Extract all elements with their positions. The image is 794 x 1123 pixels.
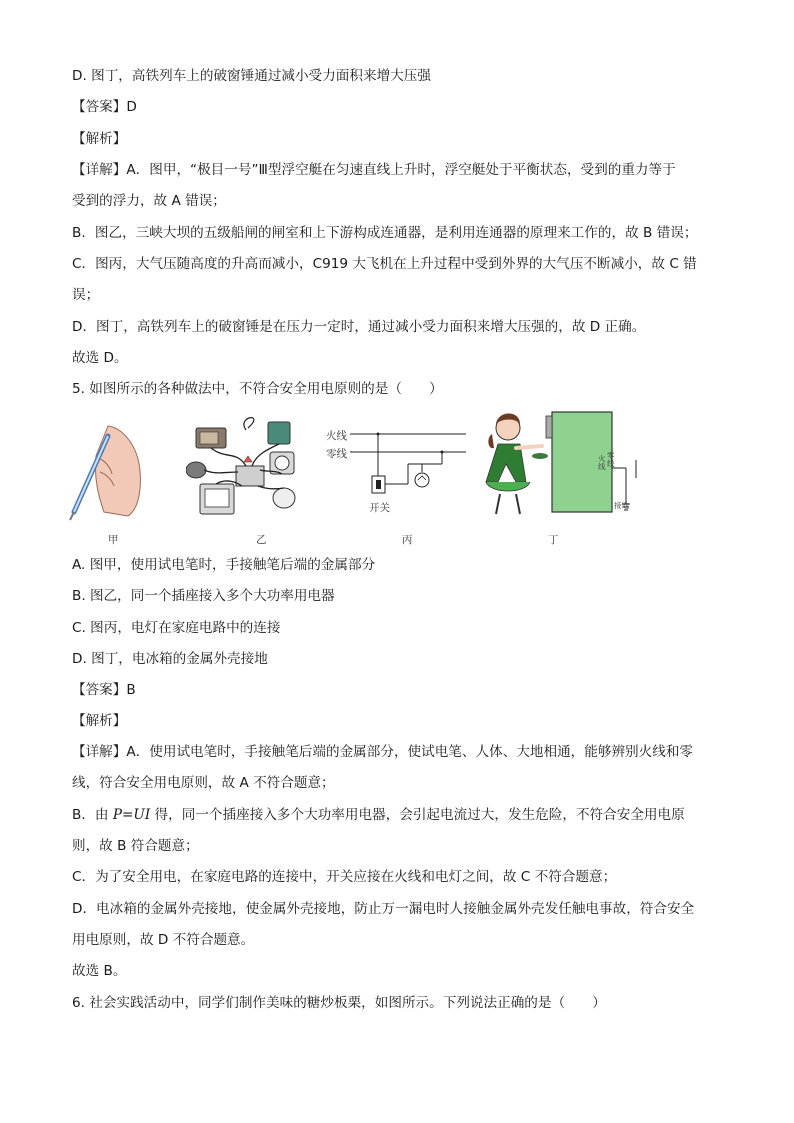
question-5-detail-d-line2: 用电原则，故 D 不符合题意。 — [72, 932, 255, 948]
question-5-detail-b-line2: 则，故 B 符合题意； — [72, 838, 199, 854]
question-5-detail-b-line1 — [72, 805, 734, 825]
detail-c-line2-prev: 误； — [72, 287, 100, 303]
test-pen-figure — [68, 416, 148, 526]
question-5-stem: 5. 如图所示的各种做法中，不符合安全用电原则的是（ ） — [72, 381, 443, 397]
option-d-prev: D. 图丁，高铁列车上的破窗锤通过减小受力面积来增大压强 — [72, 68, 431, 84]
detail-c-line1-prev: C．图丙，大气压随高度的升高而减小，C919 大飞机在上升过程中受到外界的大气压不断减小，故 C 错 — [72, 256, 697, 272]
caption-bing: 丙 — [402, 534, 413, 546]
answer-prev: 【答案】D — [72, 99, 137, 115]
question-5-choose: 故选 B。 — [72, 963, 127, 979]
detail-a-line2-prev: 受到的浮力，故 A 错误； — [72, 193, 226, 209]
label-live-wire: 火线 — [326, 430, 347, 442]
question-5-detail-a-line2: 线，符合安全用电原则，故 A 不符合题意； — [72, 775, 335, 791]
label-switch: 开关 — [369, 502, 390, 514]
question-5-detail-a-line1: 【详解】A．使用试电笔时，手接触笔后端的金属部分，使试电笔、人体、大地相通，能够辨别火线和零 — [72, 744, 694, 760]
label-fridge-live: 火线 — [598, 454, 606, 471]
label-fridge-neutral: 零线 — [607, 451, 615, 468]
caption-jia: 甲 — [108, 534, 119, 546]
question-5-answer: 【答案】B — [72, 682, 136, 698]
analysis-label-prev: 【解析】 — [72, 131, 127, 147]
detail-b-prefix: B．由 — [72, 807, 113, 823]
detail-b-prev: B．图乙，三峡大坝的五级船闸的闸室和上下游构成连通器，是利用连通器的原理来工作的，故 B 错误； — [72, 225, 698, 241]
detail-b-body: 得，同一个插座接入多个大功率用电器，会引起电流过大，发生危险，不符合安全用电原 — [150, 807, 685, 823]
question-5-figures — [68, 408, 668, 556]
question-5-detail-c: C．为了安全用电，在家庭电路的连接中，开关应接在火线和电灯之间，故 C 不符合题意； — [72, 869, 617, 885]
caption-yi: 乙 — [256, 534, 267, 546]
question-5-detail-d-line1: D．电冰箱的金属外壳接地，使金属外壳接地，防止万一漏电时人接触金属外壳发任触电事故，符合安全 — [72, 901, 695, 917]
detail-a-line1-prev: 【详解】A．图甲，“极目一号”Ⅲ型浮空艇在匀速直线上升时，浮空艇处于平衡状态，受到的重力等于 — [72, 162, 676, 178]
choose-prev: 故选 D。 — [72, 350, 128, 366]
detail-d-prev: D．图丁，高铁列车上的破窗锤是在压力一定时，通过减小受力面积来增大压强的，故 D 正确。 — [72, 319, 646, 335]
question-5-option-b: B. 图乙，同一个插座接入多个大功率用电器 — [72, 588, 335, 604]
question-5-analysis-label: 【解析】 — [72, 713, 127, 729]
label-fridge-ground: 接地 — [614, 501, 629, 510]
question-5-option-a: A. 图甲，使用试电笔时，手接触笔后端的金属部分 — [72, 557, 376, 573]
caption-ding: 丁 — [548, 534, 559, 546]
question-6-stem: 6. 社会实践活动中，同学们制作美味的糖炒板栗，如图所示。下列说法正确的是（ ） — [72, 995, 606, 1011]
power-formula: P=UI — [112, 807, 151, 823]
label-neutral-wire: 零线 — [326, 448, 347, 460]
question-5-option-c: C. 图丙，电灯在家庭电路中的连接 — [72, 620, 281, 636]
question-5-option-d: D. 图丁，电冰箱的金属外壳接地 — [72, 651, 268, 667]
appliances-figure — [186, 410, 316, 525]
